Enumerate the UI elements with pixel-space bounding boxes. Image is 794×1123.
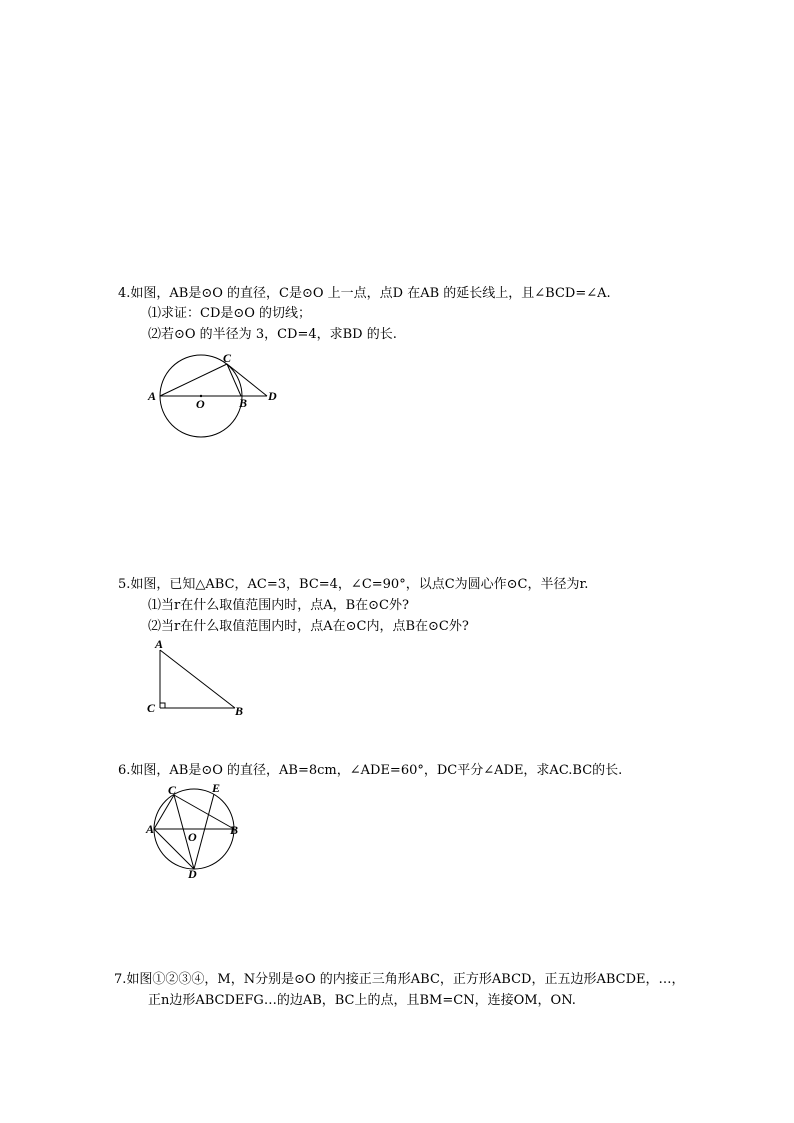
- q5-label-c: C: [147, 701, 156, 715]
- q4-figure: [140, 350, 290, 445]
- q5-part2: ⑵当r在什么取值范围内时，点A在⊙C内，点B在⊙C外?: [148, 619, 469, 634]
- q5-right-angle-mark: [160, 703, 165, 708]
- q5-label-b: B: [235, 704, 244, 718]
- q6-label-e: E: [212, 781, 221, 795]
- q5-part1: ⑴当r在什么取值范围内时，点A，B在⊙C外?: [148, 598, 409, 613]
- q4-stem: 4.如图，AB是⊙O 的直径，C是⊙O 上一点，点D 在AB 的延长线上，且∠BCD=∠A.: [118, 286, 611, 301]
- q5-label-a: A: [155, 637, 164, 651]
- q5-stem: 5.如图，已知△ABC，AC=3，BC=4，∠C=90°，以点C为圆心作⊙C，半径为r.: [118, 577, 589, 592]
- q6-label-b: B: [230, 823, 239, 837]
- q4-label-b: B: [239, 396, 248, 410]
- q6-figure: [140, 780, 250, 885]
- q6-segment-cb: [174, 795, 234, 829]
- q6-label-a: A: [146, 822, 155, 836]
- q4-part2: ⑵若⊙O 的半径为 3，CD=4，求BD 的长.: [148, 327, 397, 342]
- q4-label-o: O: [196, 397, 205, 411]
- q6-label-o: O: [188, 830, 197, 844]
- q4-label-a: A: [148, 389, 157, 403]
- q5-segment-ab: [160, 650, 235, 708]
- q5-figure: [140, 635, 255, 720]
- q7-line2: 正n边形ABCDEFG…的边AB，BC上的点，且BM=CN，连接OM，ON.: [148, 993, 576, 1008]
- q6-label-d: D: [188, 867, 197, 881]
- q6-segment-de: [194, 794, 214, 869]
- q6-label-c: C: [168, 783, 177, 797]
- q4-segment-cd: [227, 364, 267, 396]
- q7-stem: 7.如图①②③④，M，N分别是⊙O 的内接正三角形ABC，正方形ABCD，正五边形ABCDE，…，: [114, 972, 685, 987]
- q4-label-d: D: [268, 389, 277, 403]
- q6-segment-ac: [154, 795, 174, 829]
- q6-stem: 6.如图，AB是⊙O 的直径，AB=8cm，∠ADE=60°，DC平分∠ADE，求AC.BC的长.: [118, 763, 623, 778]
- q4-label-c: C: [223, 351, 232, 365]
- q4-part1: ⑴求证：CD是⊙O 的切线；: [148, 306, 312, 321]
